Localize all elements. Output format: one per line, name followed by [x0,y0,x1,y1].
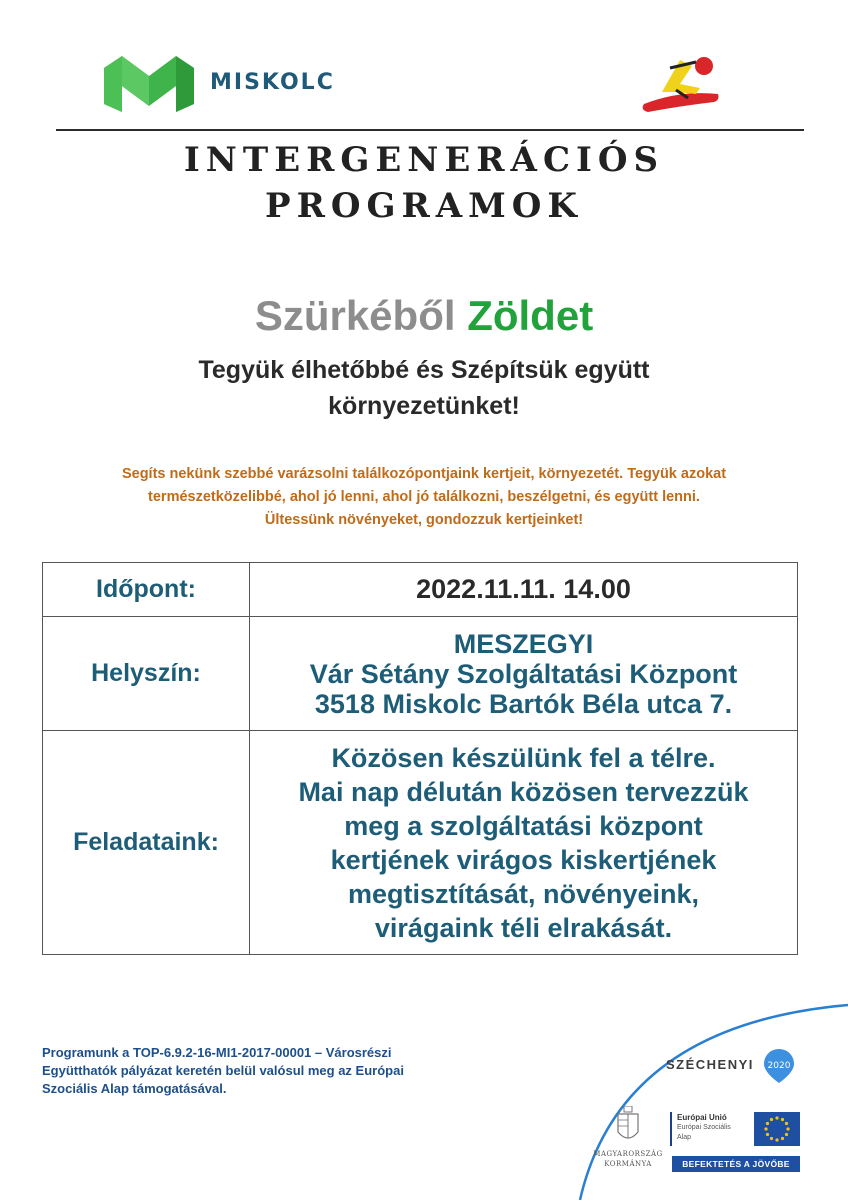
title-line-1: INTERGENERÁCIÓS [183,140,665,180]
time-value [250,563,798,617]
subtitle-line-2: környezetünket! [328,392,520,420]
intro-line-2: természetközelibbé, ahol jó lenni, ahol jó találkozni, beszélgetni, és együtt lenni. [148,489,700,505]
funding-line: Szociális Alap támogatásával. [42,1081,227,1096]
tasks-line: meg a szolgáltatási központ [344,810,703,841]
tasks-line: megtisztítását, növényeink, [347,878,700,909]
location-label: Helyszín: [43,617,250,731]
subtitle-line-1: Tegyük élhetőbbé és Szépítsük együtt [198,356,650,384]
headline [0,292,848,340]
brand-name: MISKOLC [210,70,335,95]
location-line: 3518 Miskolc Bartók Béla utca 7. [314,688,733,719]
tasks-line: virágaink téli elrakását. [374,912,673,943]
hungary-crest-icon [615,1106,641,1146]
tasks-line: Mai nap délután közösen tervezzük [298,776,749,807]
tasks-line: kertjének virágos kiskertjének [330,844,717,875]
location-value [250,617,798,731]
invest-banner: BEFEKTETÉS A JÖVŐBE [672,1156,800,1172]
tasks-value [250,731,798,955]
tasks-label: Feladataink: [43,731,250,955]
headline-green: Zöldet [467,292,594,339]
tasks-line: Közösen készülünk fel a télre. [331,742,716,773]
location-line: MESZEGYI [453,628,594,659]
table-row-tasks [43,731,798,955]
table-row-location [43,617,798,731]
headline-grey: Szürkéből [254,292,456,339]
funding-line: Együtthatók pályázat keretén belül valósul meg az Európai [42,1063,404,1078]
szechenyi-2020-badge-icon [762,1047,796,1085]
time-label: Időpont: [43,563,250,617]
szechenyi-label: SZÉCHENYI [666,1057,754,1072]
eu-divider [670,1112,672,1146]
szechenyi-badge-text: 2020 [767,1061,791,1071]
eu-flag-icon [754,1112,800,1146]
funding-line: Programunk a TOP-6.9.2-16-MI1-2017-00001 – Városrészi [42,1045,392,1060]
eu-line-1: Európai Unió [677,1113,727,1122]
funding-statement [42,1044,522,1098]
intro-line-1: Segíts nekünk szebbé varázsolni találkozópontjaink kertjeit, környezetét. Tegyük azokat [121,466,727,482]
info-table [42,562,798,955]
government-line-1: MAGYARORSZÁG [593,1150,663,1158]
title-line-2: PROGRAMOK [265,186,583,226]
time-value-line: 2022.11.11. 14.00 [416,574,631,604]
mascot-figure-icon [640,54,722,112]
intro-line-3: Ültessünk növényeket, gondozzuk kertjeinket! [264,512,584,528]
eu-line-2: Európai Szociális [677,1124,731,1131]
eu-line-3: Alap [677,1134,692,1141]
location-line: Vár Sétány Szolgáltatási Központ [309,658,738,689]
header-divider [56,129,804,131]
government-line-2: KORMÁNYA [604,1160,652,1168]
table-row-time [43,563,798,617]
miskolc-logo-icon [104,56,194,112]
